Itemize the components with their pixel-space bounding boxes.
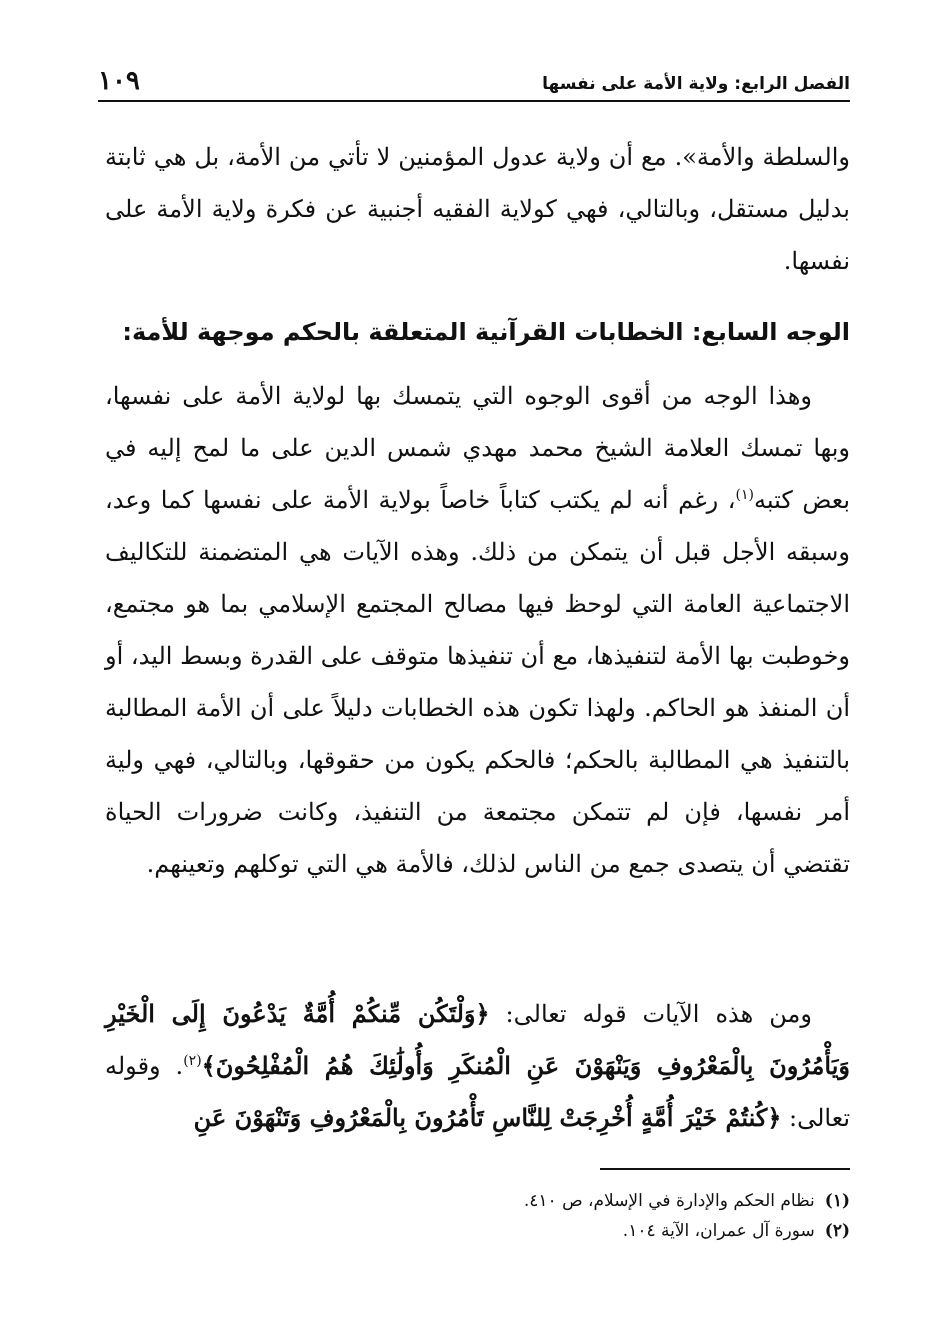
quran-verse-1: ﴿وَلْتَكُن مِّنكُمْ أُمَّةٌ يَدْعُونَ إِلَى الْخَيْرِ وَيَأْمُرُونَ بِالْمَعْرُوفِ وَيَنْهَوْنَ عَنِ الْمُنكَرِ وَأُولَٰئِكَ هُمُ الْمُفْلِحُونَ﴾ [105, 999, 850, 1080]
paragraph-2-text-b: ، رغم أنه لم يكتب كتاباً خاصاً بولاية الأمة على نفسها كما وعد، وسبقه الأجل قبل أن يتمكن من ذلك. وهذه الآيات هي المتضمنة للتكاليف الاجتماعية العامة التي لوحظ فيها مصالح المجتمع الإسلامي بما هو مجتمع، وخوطبت بها الأمة لتنفيذها، مع أن تنفيذها متوقف على القدرة وبسط اليد، أو أن المنفذ هو الحاكم. ولهذا تكون هذه الخطابات دليلاً على أن الأمة المطالبة بالتنفيذ هي المطالبة بالحكم؛ فالحكم يكون من حقوقها، وبالتالي، فهي ولية أمر نفسها، فإن لم تتمكن مجتمعة من التنفيذ، وكانت ضرورات الحياة تقتضي أن يتصدى جمع من الناس لذلك، فالأمة هي التي توكلهم وتعينهم. [105, 486, 851, 878]
footnote-text: سورة آل عمران، الآية ١٠٤. [622, 1221, 815, 1241]
paragraph-2 [105, 370, 850, 890]
paragraph-3-mid: . وقوله تعالى: [105, 1052, 850, 1132]
footnote-number: (٢) [824, 1221, 850, 1241]
page-number: ١٠٩ [98, 66, 140, 96]
paragraph-3 [105, 988, 850, 1144]
footnote-ref-2: (٢) [183, 1053, 202, 1069]
footnote-divider [600, 1168, 850, 1170]
footnote-ref-1: (١) [735, 487, 755, 503]
footnote-item [105, 1186, 850, 1216]
footnote-item [105, 1216, 850, 1246]
paragraph-3-intro: ومن هذه الآيات قوله تعالى: [489, 1000, 812, 1028]
chapter-title: الفصل الرابع: ولاية الأمة على نفسها [542, 74, 850, 94]
section-heading: الوجه السابع: الخطابات القرآنية المتعلقة بالحكم موجهة للأمة: [122, 318, 850, 346]
paragraph-1: والسلطة والأمة». مع أن ولاية عدول المؤمنين لا تأتي من الأمة، بل هي ثابتة بدليل مستقل، وبالتالي، فهي كولاية الفقيه أجنبية عن فكرة ولاية الأمة على نفسها. [105, 143, 850, 275]
footnotes [105, 1186, 850, 1246]
footnote-number: (١) [824, 1191, 850, 1211]
paragraph-2-text-a: وهذا الوجه من أقوى الوجوه التي يتمسك بها لولاية الأمة على نفسها، وبها تمسك العلامة الشيخ محمد مهدي شمس الدين على ما لمح إليه في بعض كتبه [105, 382, 850, 514]
running-header [98, 62, 850, 102]
quran-verse-2: ﴿كُنتُمْ خَيْرَ أُمَّةٍ أُخْرِجَتْ لِلنَّاسِ تَأْمُرُونَ بِالْمَعْرُوفِ وَتَنْهَوْنَ عَنِ [193, 1103, 782, 1132]
footnote-text: نظام الحكم والإدارة في الإسلام، ص ٤١٠. [523, 1191, 815, 1211]
